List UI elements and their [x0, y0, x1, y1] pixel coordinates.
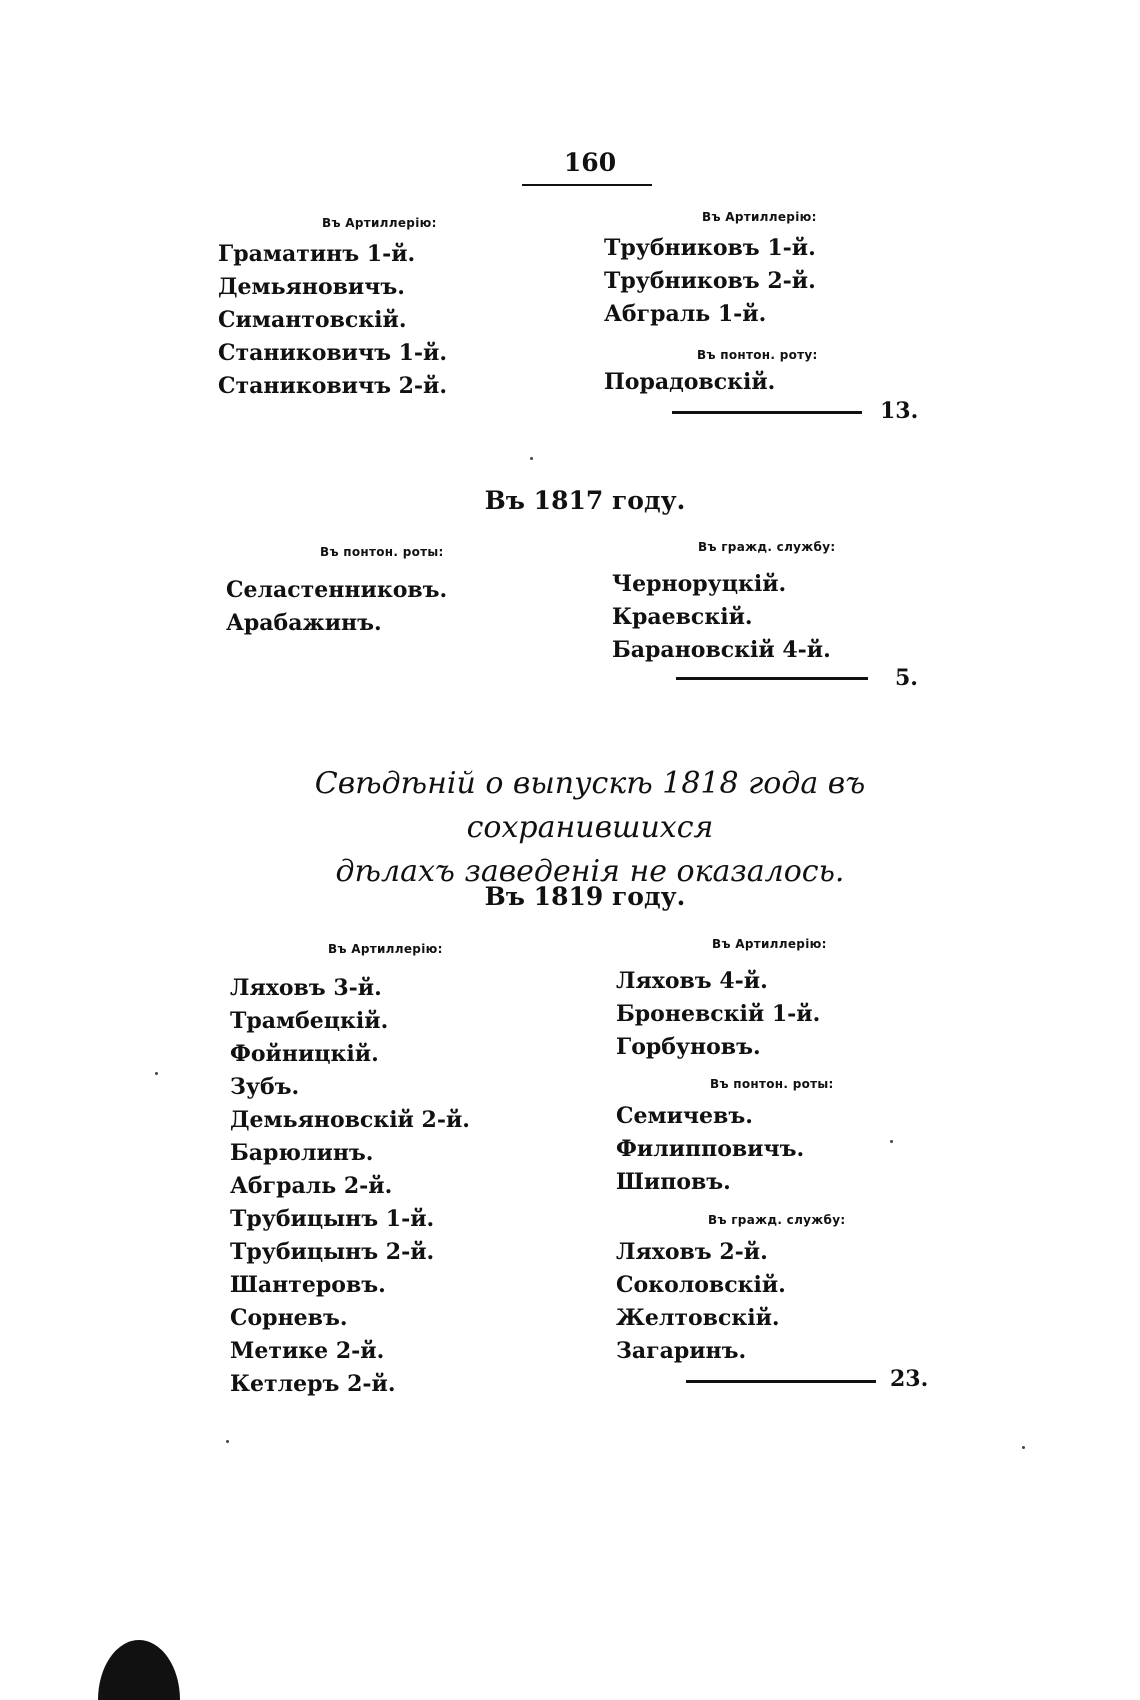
right-header-artillery: Въ Артиллерію:	[702, 210, 817, 224]
list-item: Абграль 1-й.	[604, 301, 767, 327]
scan-speck	[1022, 1446, 1025, 1449]
right-name-list-2	[604, 366, 775, 399]
scan-speck	[530, 457, 533, 460]
right-name-list	[612, 568, 831, 667]
list-item: Станиковичъ 2-й.	[218, 373, 448, 399]
list-item: Симантовскій.	[218, 307, 407, 333]
list-item: Фойницкій.	[230, 1041, 379, 1067]
list-item: Трамбецкій.	[230, 1008, 389, 1034]
list-item: Ляховъ 4-й.	[616, 968, 768, 994]
left-header-artillery: Въ Артиллерію:	[328, 942, 443, 956]
scan-speck	[890, 1140, 893, 1143]
list-item: Демьяновичъ.	[218, 274, 405, 300]
list-item: Трубицынъ 1-й.	[230, 1206, 435, 1232]
list-item: Демьяновскій 2-й.	[230, 1107, 470, 1133]
note-line-1: Свѣдѣній о выпускѣ 1818 года въ сохранившихся	[314, 766, 866, 845]
list-item: Черноруцкій.	[612, 571, 787, 597]
total-rule	[676, 677, 868, 680]
left-name-list	[230, 972, 470, 1401]
list-item: Кетлеръ 2-й.	[230, 1371, 396, 1397]
section-total: 13.	[880, 398, 919, 424]
list-item: Краевскій.	[612, 604, 753, 630]
left-name-list	[218, 238, 447, 403]
list-item: Броневскій 1-й.	[616, 1001, 821, 1027]
page-number-rule	[522, 184, 652, 186]
total-rule	[686, 1380, 876, 1383]
list-item: Трубицынъ 2-й.	[230, 1239, 435, 1265]
left-header-artillery: Въ Артиллерію:	[322, 216, 437, 230]
list-item: Трубниковъ 2-й.	[604, 268, 816, 294]
right-name-list-2	[616, 1100, 804, 1199]
list-item: Желтовскій.	[616, 1305, 780, 1331]
list-item: Шиповъ.	[616, 1169, 731, 1195]
note-line-2: дѣлахъ заведенія не оказалось.	[335, 854, 845, 889]
scan-speck	[226, 1440, 229, 1443]
list-item: Соколовскій.	[616, 1272, 786, 1298]
right-header-civil: Въ гражд. службу:	[708, 1213, 846, 1227]
page-number: 160	[563, 148, 617, 177]
list-item: Ляховъ 2-й.	[616, 1239, 768, 1265]
list-item: Зубъ.	[230, 1074, 300, 1100]
list-item: Филипповичъ.	[616, 1136, 805, 1162]
right-name-list	[616, 965, 820, 1064]
list-item: Порадовскій.	[604, 369, 776, 395]
left-name-list	[226, 574, 447, 640]
left-header-pontoon: Въ понтон. роты:	[320, 545, 444, 559]
list-item: Семичевъ.	[616, 1103, 753, 1129]
section-title-1817: Въ 1817 году.	[484, 486, 686, 515]
list-item: Арабажинъ.	[226, 610, 382, 636]
list-item: Граматинъ 1-й.	[218, 241, 416, 267]
section-total: 23.	[890, 1366, 929, 1392]
right-name-list-3	[616, 1236, 786, 1368]
list-item: Барюлинъ.	[230, 1140, 374, 1166]
list-item: Горбуновъ.	[616, 1034, 761, 1060]
list-item: Шантеровъ.	[230, 1272, 386, 1298]
total-rule	[672, 411, 862, 414]
list-item: Ляховъ 3-й.	[230, 975, 382, 1001]
list-item: Метике 2-й.	[230, 1338, 385, 1364]
list-item: Сорневъ.	[230, 1305, 348, 1331]
right-name-list	[604, 232, 816, 331]
right-header-pontoon: Въ понтон. роту:	[697, 348, 818, 362]
list-item: Трубниковъ 1-й.	[604, 235, 816, 261]
right-header-civil: Въ гражд. службу:	[698, 540, 836, 554]
scan-blot	[98, 1640, 180, 1700]
section-title-1819: Въ 1819 году.	[484, 882, 686, 911]
list-item: Абграль 2-й.	[230, 1173, 393, 1199]
right-header-pontoon: Въ понтон. роты:	[710, 1077, 834, 1091]
right-header-artillery: Въ Артиллерію:	[712, 937, 827, 951]
list-item: Барановскій 4-й.	[612, 637, 831, 663]
list-item: Станиковичъ 1-й.	[218, 340, 448, 366]
note-1818	[200, 762, 980, 894]
scan-speck	[155, 1072, 158, 1075]
list-item: Селастенниковъ.	[226, 577, 448, 603]
section-total: 5.	[895, 665, 918, 691]
list-item: Загаринъ.	[616, 1338, 747, 1364]
